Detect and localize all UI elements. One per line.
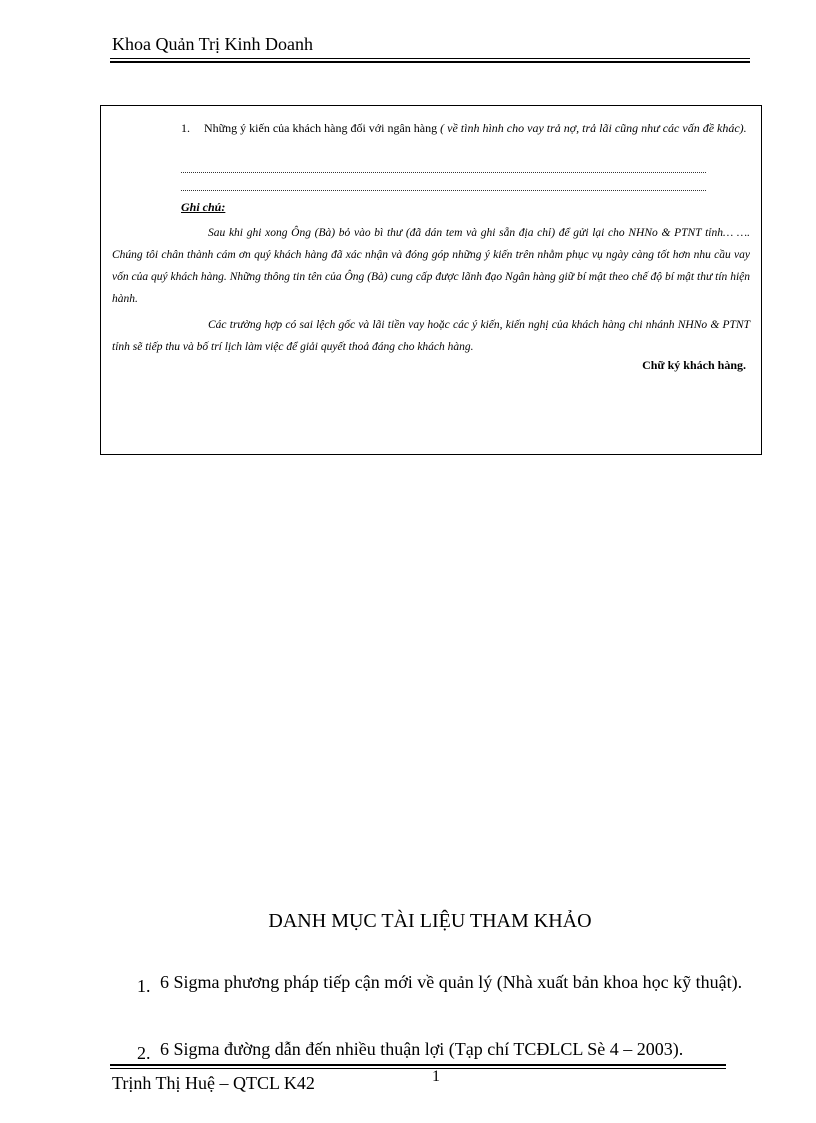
header-title: Khoa Quản Trị Kinh Doanh	[112, 34, 313, 54]
footer-rule	[110, 1068, 726, 1069]
footer-rule-thick	[110, 1064, 726, 1066]
note-paragraph-2: Các trường hợp có sai lệch gốc và lãi tiền vay hoặc các ý kiến, kiến nghị của khách hàng chi nhánh NHNo & PTNT tỉnh sẽ tiếp thu và bố trí lịch làm việc để giải quyết thoả đáng cho khách hàng.	[112, 319, 750, 353]
question-text-block	[204, 117, 752, 139]
header-rule-thick	[110, 61, 750, 63]
question-number: 1.	[181, 121, 190, 135]
page-number: 1	[432, 1068, 440, 1085]
question-italic-note: ( về tình hình cho vay trả nợ, trả lãi cũng như các vấn đề khác).	[440, 121, 747, 135]
footer-author: Trịnh Thị Huệ – QTCL K42	[112, 1073, 315, 1093]
answer-line-2[interactable]	[181, 190, 706, 191]
note-paragraph-1: Sau khi ghi xong Ông (Bà) bỏ vào bì thư (đã dán tem và ghi sẵn địa chỉ) để gửi lại cho NHNo & PTNT tỉnh… …. Chúng tôi chân thành cám ơn quý khách hàng đã xác nhận và đóng góp những ý kiến trên nhằm phục vụ ngày càng tốt hơn nhu cầu vay vốn của quý khách hàng. Những thông tin tên của Ông (Bà) cung cấp được lãnh đạo Ngân hàng giữ bí mật theo chế độ bí mật thư tín hiện hành.	[112, 227, 750, 305]
question-text: Những ý kiến của khách hàng đối với ngân hàng	[204, 121, 441, 135]
customer-signature-label: Chữ ký khách hàng.	[642, 358, 746, 372]
reference-text: 6 Sigma phương pháp tiếp cận mới về quản lý (Nhà xuất bản khoa học kỹ thuật).	[160, 972, 743, 992]
reference-text: 6 Sigma đường dẫn đến nhiều thuận lợi (Tạp chí TCĐLCL Sè 4 – 2003).	[160, 1039, 684, 1059]
reference-number: 1.	[137, 976, 151, 996]
header-rule	[110, 58, 750, 59]
answer-line-1[interactable]	[181, 172, 706, 173]
note-label: Ghi chú:	[181, 200, 226, 214]
reference-number: 2.	[137, 1043, 151, 1063]
references-title: DANH MỤC TÀI LIỆU THAM KHẢO	[268, 910, 592, 932]
